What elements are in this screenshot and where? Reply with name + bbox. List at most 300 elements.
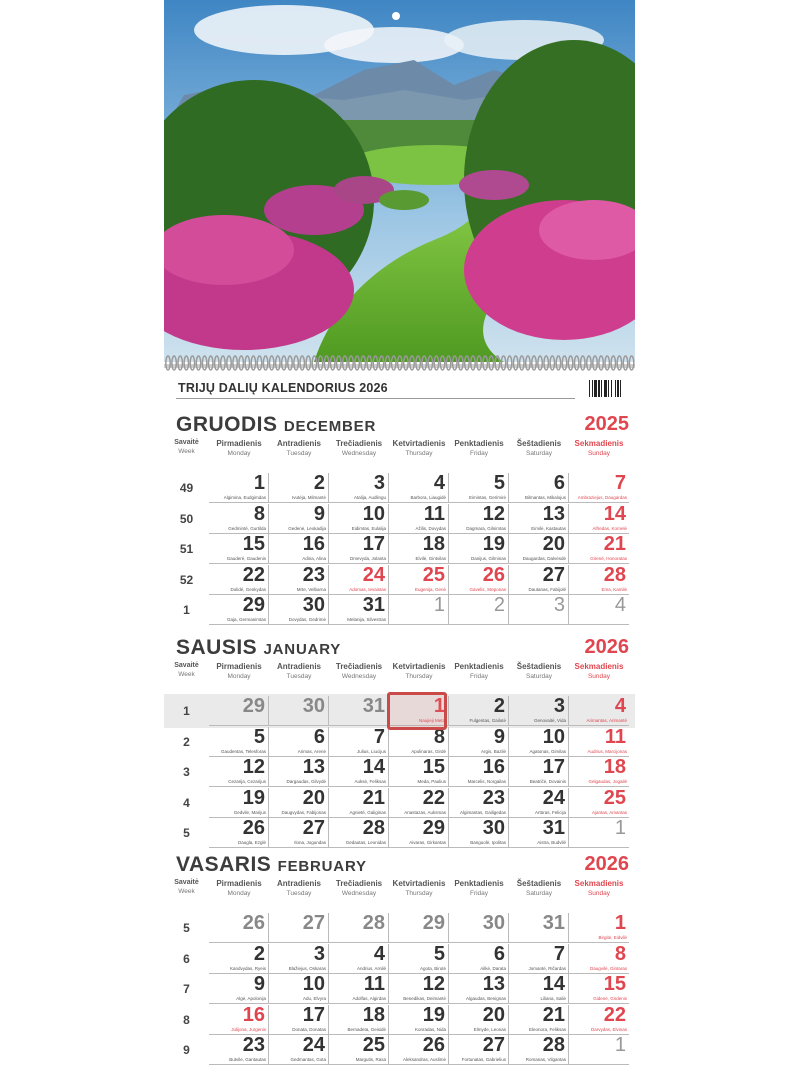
- day-cell: [389, 788, 449, 818]
- day-number: 15: [603, 973, 626, 995]
- weekday-en: Monday: [227, 450, 251, 457]
- day-cell: [209, 913, 269, 943]
- day-number: 20: [482, 1003, 505, 1026]
- month-name-lt: VASARIS: [176, 853, 272, 876]
- weekday-lt: Ketvirtadienis: [392, 439, 446, 448]
- name-days: Ajantas, Amantas: [591, 809, 627, 815]
- day-number: 30: [482, 817, 505, 839]
- name-days: Agota, Birutė: [419, 965, 446, 971]
- day-cell: [329, 818, 389, 848]
- date-marker-slider[interactable]: [387, 692, 447, 730]
- name-days: Bilmantas, Mikalojus: [524, 495, 566, 500]
- weekday-wednesday: [329, 662, 389, 680]
- day-number: 10: [302, 973, 325, 995]
- day-cell: [569, 1005, 629, 1035]
- name-days: Dargaudas, Gilvydė: [286, 779, 326, 784]
- week-row: [164, 1035, 635, 1065]
- week-header: [164, 879, 209, 895]
- weekday-lt: Antradienis: [276, 439, 321, 448]
- name-days: Algimina, Eudgimdas: [223, 495, 266, 500]
- name-days: Elmyde, Leonas: [473, 1026, 506, 1032]
- name-days: Daugla, Ezglė: [237, 840, 266, 845]
- day-number: 11: [423, 502, 445, 525]
- weekday-tuesday: [269, 662, 329, 680]
- name-days: Audrius, Marcijonas: [587, 748, 627, 754]
- week-row: [164, 727, 635, 757]
- day-cell: [209, 565, 269, 595]
- weekday-wednesday: [329, 879, 389, 897]
- day-cell: [389, 504, 449, 534]
- day-cell: [389, 974, 449, 1004]
- day-cell: [269, 757, 329, 787]
- day-number: 16: [242, 1003, 265, 1026]
- name-days: Bernadeta, Geisidė: [347, 1026, 386, 1032]
- name-days: Danijus, Gilminas: [470, 556, 506, 561]
- name-days: Darvydas, Elvinas: [590, 1026, 627, 1032]
- day-cell: [449, 473, 509, 503]
- name-days: Gavelis, Steponas: [469, 586, 506, 592]
- day-cell: [449, 696, 509, 726]
- month-year: 2025: [584, 413, 629, 435]
- name-days: Ilona, Jogundas: [294, 840, 326, 845]
- day-number: 4: [614, 594, 626, 616]
- week-header-lt: Savaitė: [174, 879, 199, 886]
- day-number: 13: [482, 973, 505, 995]
- name-days: Fortunatas, Gabrielius: [461, 1057, 506, 1062]
- week-number: 52: [179, 572, 194, 587]
- name-days: Algimantas, Gailigedas: [459, 809, 506, 815]
- name-days: Girené, Honoratas: [590, 556, 627, 561]
- day-number: 28: [362, 912, 385, 934]
- day-number: 27: [542, 563, 565, 586]
- week-row: [164, 473, 635, 503]
- weekday-en: Monday: [227, 673, 251, 680]
- week-header-en: Week: [178, 888, 195, 895]
- landscape-photo: [164, 0, 635, 362]
- name-days: Anastazas, Auksmas: [404, 809, 446, 815]
- month-january: [164, 636, 635, 858]
- day-number: 3: [553, 695, 565, 717]
- name-days: Andrius, Arnilé: [356, 965, 386, 971]
- day-number: 1: [253, 472, 265, 494]
- weekday-en: Monday: [227, 890, 251, 897]
- day-number: 27: [302, 912, 325, 934]
- weekday-monday: [209, 439, 269, 457]
- week-row: [164, 944, 635, 974]
- name-days: Jomantė, Ričardas: [528, 965, 566, 971]
- weekday-tuesday: [269, 439, 329, 457]
- day-number: 4: [373, 942, 385, 965]
- week-number: 49: [179, 481, 194, 495]
- month-name-en: DECEMBER: [283, 418, 377, 435]
- day-cell: [569, 1035, 629, 1065]
- name-days: Cezarija, Cezarijus: [228, 779, 266, 784]
- day-number: 8: [253, 502, 265, 525]
- name-days: Gaudentas, Telesforas: [221, 748, 266, 754]
- day-cell: [509, 757, 569, 787]
- day-cell: [269, 727, 329, 757]
- name-days: Eimintas, Gerimirė: [468, 495, 506, 500]
- day-cell: [449, 534, 509, 564]
- name-days: Meda, Paulius: [417, 779, 446, 784]
- day-number: 24: [542, 786, 565, 809]
- name-days: Gedvile, Marijus: [233, 809, 266, 815]
- day-number: 29: [242, 695, 265, 717]
- day-number: 31: [542, 912, 565, 934]
- day-number: 26: [422, 1034, 445, 1056]
- weekday-lt: Trečiadienis: [335, 662, 383, 671]
- day-number: 27: [302, 817, 325, 839]
- day-number: 18: [422, 533, 445, 555]
- day-cell: [269, 595, 329, 625]
- month-name-lt: SAUSIS: [176, 636, 258, 659]
- name-days: Ailkė, Darata: [480, 965, 506, 971]
- day-number: 18: [603, 756, 626, 778]
- day-number: 10: [542, 725, 565, 748]
- day-cell: [269, 473, 329, 503]
- month-year: 2026: [584, 636, 629, 658]
- name-days: Algaudas, Benignas: [465, 996, 506, 1001]
- day-number: 10: [362, 502, 385, 525]
- day-cell: [509, 473, 569, 503]
- weekday-en: Thursday: [405, 450, 433, 457]
- day-cell: [389, 757, 449, 787]
- day-number: 1: [614, 817, 626, 839]
- day-number: 14: [362, 756, 385, 778]
- day-number: 23: [242, 1034, 265, 1056]
- weekday-en: Wednesday: [341, 673, 377, 680]
- weekday-saturday: [509, 662, 569, 680]
- weekday-saturday: [509, 439, 569, 457]
- weekday-en: Sunday: [587, 450, 611, 457]
- day-number: 4: [433, 472, 445, 494]
- day-number: 13: [542, 502, 565, 525]
- weekday-lt: Pirmadienis: [216, 662, 262, 671]
- day-cell: [209, 534, 269, 564]
- day-cell: [509, 696, 569, 726]
- name-days: Gedminté, Gurtilda: [228, 525, 266, 531]
- day-cell: [449, 788, 509, 818]
- day-number: 30: [482, 912, 505, 934]
- day-number: 30: [302, 695, 325, 717]
- day-number: 17: [542, 756, 565, 778]
- day-cell: [509, 504, 569, 534]
- day-number: 19: [242, 786, 265, 809]
- name-days: Julius, Liucijus: [356, 748, 386, 754]
- day-cell: [449, 757, 509, 787]
- day-number: 1: [614, 1034, 626, 1056]
- day-cell: [449, 818, 509, 848]
- day-number: 26: [242, 912, 265, 934]
- day-number: 13: [302, 756, 325, 778]
- weekday-sunday: [569, 439, 629, 457]
- name-days: Gedmantas, Gota: [290, 1057, 326, 1062]
- week-number: 1: [183, 603, 190, 617]
- day-number: 5: [433, 942, 445, 965]
- day-number: 12: [482, 502, 505, 525]
- day-number: 5: [493, 472, 505, 494]
- day-cell: [329, 1005, 389, 1035]
- day-cell: [449, 504, 509, 534]
- day-number: 6: [553, 472, 565, 494]
- day-cell: [269, 818, 329, 848]
- name-days: Ema, Kamilė: [601, 586, 627, 592]
- day-cell: [329, 504, 389, 534]
- day-cell: [209, 1005, 269, 1035]
- week-row: [164, 974, 635, 1004]
- name-days: Mrte, Velbarna: [296, 586, 326, 592]
- day-cell: [329, 974, 389, 1004]
- day-number: 20: [542, 533, 565, 555]
- calendar-page: [164, 0, 635, 1073]
- weekday-saturday: [509, 879, 569, 897]
- name-days: Marcelis, Norgailas: [467, 779, 506, 784]
- day-cell: [389, 473, 449, 503]
- weekday-en: Saturday: [525, 450, 553, 457]
- day-number: 3: [553, 594, 565, 616]
- weekday-sunday: [569, 662, 629, 680]
- day-cell: [269, 565, 329, 595]
- day-cell: [389, 1035, 449, 1065]
- day-number: 31: [362, 594, 385, 616]
- day-number: 16: [302, 533, 325, 555]
- day-cell: [569, 974, 629, 1004]
- day-number: 2: [253, 942, 265, 965]
- week-row: [164, 504, 635, 534]
- weekday-en: Thursday: [405, 673, 433, 680]
- day-number: 29: [422, 912, 445, 934]
- day-number: 7: [373, 725, 385, 748]
- week-row: [164, 757, 635, 787]
- day-cell: [209, 788, 269, 818]
- name-days: Adina, Alina: [302, 556, 326, 561]
- day-cell: [329, 1035, 389, 1065]
- day-number: 2: [493, 594, 505, 616]
- day-number: 4: [614, 695, 626, 717]
- calendar-title: TRIJŲ DALIŲ KALENDORIUS 2026: [178, 381, 388, 395]
- name-days: Kandvydas, Ryeis: [229, 965, 266, 971]
- week-number: 9: [183, 1043, 190, 1057]
- name-days: Alfredas, Kornelė: [592, 525, 627, 531]
- day-number: 29: [422, 817, 445, 839]
- day-number: 2: [493, 695, 505, 717]
- calendar-header: [164, 372, 635, 406]
- day-number: 6: [313, 725, 325, 748]
- weekday-friday: [449, 662, 509, 680]
- day-cell: [509, 974, 569, 1004]
- name-days: Fulgentas, Gailutė: [469, 718, 506, 723]
- day-cell: [209, 504, 269, 534]
- weekday-lt: Pirmadienis: [216, 439, 262, 448]
- day-number: 18: [362, 1003, 385, 1026]
- day-cell: [509, 818, 569, 848]
- day-number: 19: [482, 533, 505, 555]
- name-days: Beatričė, Dovainis: [529, 779, 566, 784]
- name-days: Argis, Bazilė: [480, 748, 506, 754]
- name-days: Arimantas, Arimanté: [586, 718, 627, 723]
- name-days: Auksė, Feliksas: [354, 779, 386, 784]
- day-number: 27: [482, 1034, 505, 1056]
- name-days: Julijona, Jurgenis: [231, 1026, 266, 1032]
- day-cell: [509, 595, 569, 625]
- weekday-en: Wednesday: [341, 890, 377, 897]
- day-cell: [209, 473, 269, 503]
- name-days: Naujieji Metai: [418, 718, 446, 723]
- day-number: 8: [433, 725, 445, 748]
- name-days: Agatonas, Girvilas: [529, 748, 566, 754]
- day-number: 17: [362, 533, 385, 555]
- month-february: [164, 853, 635, 1075]
- day-number: 1: [433, 594, 445, 616]
- name-days: Gedautas, Leonidas: [345, 840, 386, 845]
- weekday-en: Tuesday: [286, 673, 312, 680]
- day-cell: [509, 788, 569, 818]
- week-header-lt: Savaitė: [174, 662, 199, 669]
- day-cell: [269, 788, 329, 818]
- name-days: Butvile, Gantautas: [229, 1057, 266, 1062]
- day-cell: [569, 913, 629, 943]
- day-cell: [569, 727, 629, 757]
- month-december: [164, 413, 635, 635]
- week-row: [164, 788, 635, 818]
- name-days: Daugardas, Dalvėsdė: [522, 556, 566, 561]
- weekday-lt: Antradienis: [276, 662, 321, 671]
- day-number: 15: [242, 533, 265, 555]
- week-header-en: Week: [178, 671, 195, 678]
- weekday-lt: Pirmadienis: [216, 879, 262, 888]
- day-cell: [269, 1005, 329, 1035]
- weekday-header: [164, 879, 635, 915]
- day-cell: [449, 727, 509, 757]
- day-cell: [389, 818, 449, 848]
- day-cell: [449, 565, 509, 595]
- weekday-friday: [449, 879, 509, 897]
- week-number: 51: [179, 542, 194, 556]
- day-cell: [269, 913, 329, 943]
- day-number: 23: [302, 563, 325, 586]
- day-number: 7: [553, 942, 565, 965]
- weekday-monday: [209, 879, 269, 897]
- day-cell: [209, 696, 269, 726]
- week-number: 6: [183, 951, 190, 966]
- week-row: [164, 913, 635, 943]
- day-cell: [569, 595, 629, 625]
- day-number: 28: [362, 817, 385, 839]
- weekday-tuesday: [269, 879, 329, 897]
- day-cell: [569, 504, 629, 534]
- name-days: Liliana, Saliė: [540, 996, 566, 1001]
- day-number: 22: [603, 1003, 626, 1026]
- month-name: [176, 636, 341, 660]
- day-cell: [329, 565, 389, 595]
- day-number: 9: [313, 502, 325, 525]
- name-days: Margutis, Rasa: [355, 1057, 386, 1062]
- day-number: 28: [603, 563, 626, 586]
- name-days: Birgitė, Eidvilė: [598, 935, 627, 940]
- weekday-lt: Ketvirtadienis: [392, 879, 446, 888]
- weekday-en: Tuesday: [286, 450, 312, 457]
- day-cell: [569, 696, 629, 726]
- day-number: 11: [604, 725, 626, 748]
- day-number: 11: [363, 973, 385, 995]
- weekday-lt: Šeštadienis: [516, 662, 562, 671]
- day-number: 26: [242, 817, 265, 839]
- day-number: 14: [542, 973, 565, 995]
- day-cell: [569, 944, 629, 974]
- name-days: Atalija, Audlingu: [353, 495, 386, 500]
- day-cell: [449, 595, 509, 625]
- weekday-sunday: [569, 879, 629, 897]
- name-days: Konradas, Nida: [414, 1026, 446, 1032]
- weekday-wednesday: [329, 439, 389, 457]
- day-number: 25: [422, 563, 445, 586]
- weekday-en: Friday: [469, 450, 489, 457]
- day-cell: [389, 534, 449, 564]
- day-cell: [569, 818, 629, 848]
- day-number: 3: [373, 472, 385, 494]
- day-number: 30: [302, 594, 325, 616]
- day-cell: [269, 944, 329, 974]
- day-number: 12: [242, 756, 265, 778]
- name-days: Gaja, Germanimtas: [226, 617, 266, 622]
- month-name-en: FEBRUARY: [277, 858, 367, 875]
- day-cell: [209, 944, 269, 974]
- weekday-lt: Šeštadienis: [516, 879, 562, 888]
- name-days: Dovydas, Gedrimė: [288, 617, 326, 622]
- day-number: 16: [482, 756, 505, 778]
- weekday-en: Saturday: [525, 890, 553, 897]
- month-name-en: JANUARY: [263, 641, 342, 658]
- name-days: Ambraziejus, Daugardas: [577, 495, 627, 500]
- day-number: 23: [482, 786, 505, 809]
- weekday-en: Saturday: [525, 673, 553, 680]
- day-number: 31: [542, 817, 565, 839]
- day-cell: [389, 944, 449, 974]
- name-days: Barbora, Liaugidė: [410, 495, 446, 500]
- week-row: [164, 565, 635, 595]
- week-number: 2: [183, 734, 190, 749]
- weekday-lt: Trečiadienis: [335, 439, 383, 448]
- day-cell: [389, 1005, 449, 1035]
- day-number: 22: [242, 563, 265, 586]
- weekday-lt: Sekmadienis: [574, 439, 624, 448]
- name-days: Aistra, Budvilé: [537, 840, 566, 845]
- weekday-en: Wednesday: [341, 450, 377, 457]
- day-number: 25: [603, 786, 626, 809]
- day-number: 9: [253, 973, 265, 995]
- week-header: [164, 662, 209, 678]
- day-cell: [509, 534, 569, 564]
- name-days: Gauderé, Gaudenis: [226, 556, 266, 561]
- week-number: 4: [183, 795, 190, 810]
- name-days: Aleksandras, Auslimė: [402, 1057, 446, 1062]
- name-days: Dmevyda, Jolanta: [349, 556, 386, 561]
- name-days: Algė, Apolonija: [236, 996, 266, 1001]
- week-number: 1: [183, 704, 190, 718]
- name-days: Eleonora, Feliksas: [528, 1026, 566, 1032]
- day-cell: [269, 1035, 329, 1065]
- week-header: [164, 439, 209, 455]
- month-name: [176, 853, 367, 877]
- name-days: Romanas, Vilgantas: [525, 1057, 566, 1062]
- weekday-header: [164, 439, 635, 475]
- day-number: 14: [603, 502, 626, 525]
- day-cell: [449, 974, 509, 1004]
- day-number: 24: [302, 1034, 325, 1056]
- day-number: 1: [433, 695, 445, 717]
- weekday-lt: Šeštadienis: [516, 439, 562, 448]
- weekday-thursday: [389, 879, 449, 897]
